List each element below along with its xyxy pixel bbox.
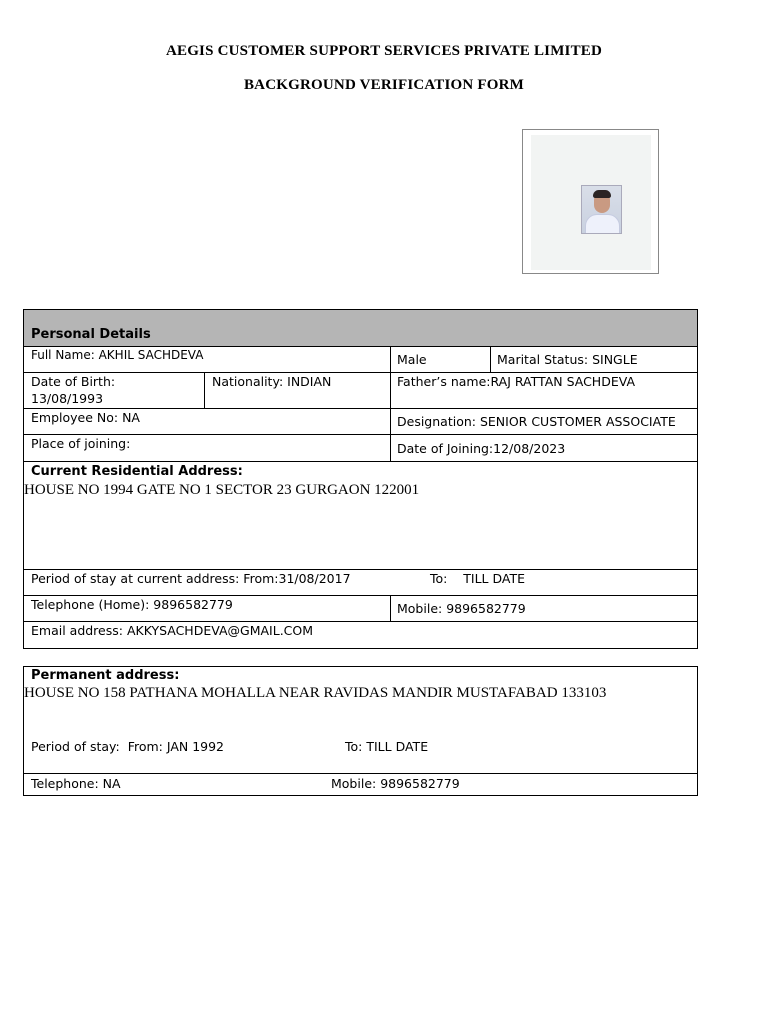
marital-status: Marital Status: SINGLE: [497, 352, 638, 367]
date-of-joining: Date of Joining:12/08/2023: [397, 441, 566, 456]
dob-label: Date of Birth:: [31, 374, 116, 389]
permanent-address-value: HOUSE NO 158 PATHANA MOHALLA NEAR RAVIDAS MANDIR MUSTAFABAD 133103: [24, 685, 607, 701]
employee-no: Employee No: NA: [31, 410, 140, 425]
full-name: Full Name: AKHIL SACHDEVA: [31, 348, 204, 362]
personal-details-label: Personal Details: [31, 327, 151, 342]
permanent-stay-from: Period of stay: From: JAN 1992: [31, 739, 224, 754]
place-of-joining: Place of joining:: [31, 436, 131, 451]
permanent-stay-to: To: TILL DATE: [345, 739, 429, 754]
current-address-label: Current Residential Address:: [31, 464, 243, 479]
telephone-home: Telephone (Home): 9896582779: [31, 597, 233, 612]
permanent-address-label: Permanent address:: [31, 668, 180, 683]
email-address: Email address: AKKYSACHDEVA@GMAIL.COM: [31, 623, 314, 638]
permanent-telephone: Telephone: NA: [31, 776, 121, 791]
nationality: Nationality: INDIAN: [212, 374, 332, 389]
photo-frame: [522, 129, 659, 274]
designation: Designation: SENIOR CUSTOMER ASSOCIATE: [397, 414, 676, 429]
company-name: AEGIS CUSTOMER SUPPORT SERVICES PRIVATE LIMITED: [165, 43, 603, 59]
applicant-photo: [581, 185, 622, 234]
mobile: Mobile: 9896582779: [397, 601, 526, 616]
permanent-mobile: Mobile: 9896582779: [331, 776, 460, 791]
dob-value: 13/08/1993: [31, 391, 104, 406]
gender: Male: [397, 352, 427, 367]
father-name: Father’s name:RAJ RATTAN SACHDEVA: [397, 374, 636, 389]
current-address-value: HOUSE NO 1994 GATE NO 1 SECTOR 23 GURGAON 122001: [24, 482, 420, 498]
current-stay-to: To: TILL DATE: [430, 571, 526, 586]
current-stay-from: Period of stay at current address: From:31/08/2017: [31, 571, 351, 586]
form-title: BACKGROUND VERIFICATION FORM: [243, 77, 525, 93]
